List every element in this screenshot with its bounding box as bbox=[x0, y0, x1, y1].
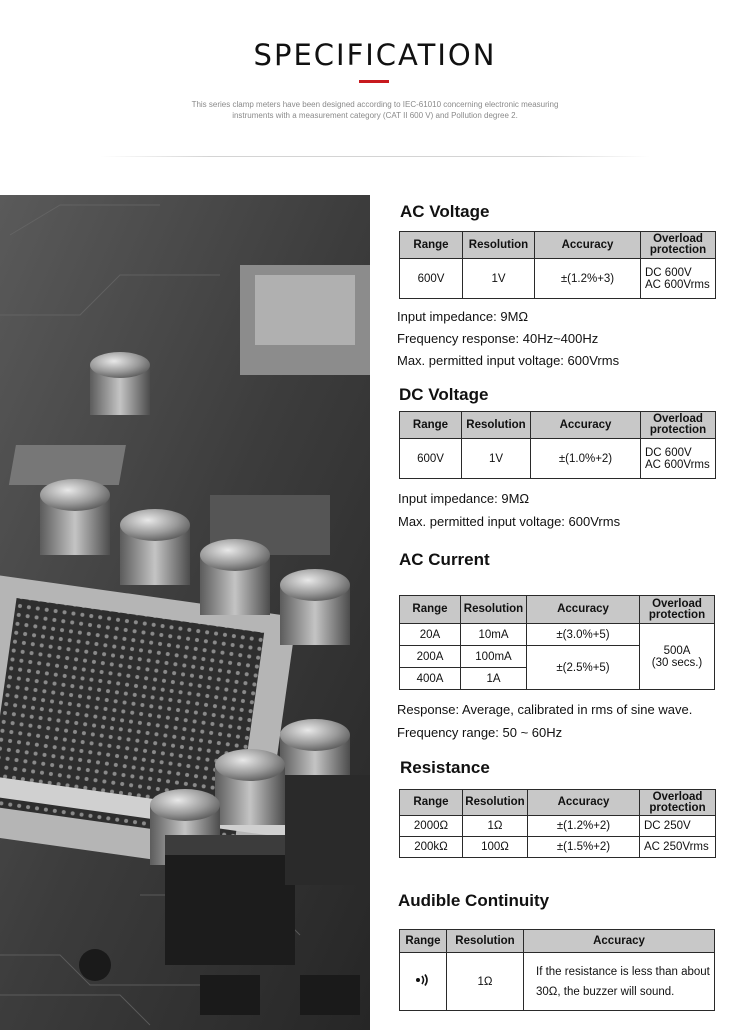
cell-accuracy: ±(3.0%+5) bbox=[527, 624, 640, 646]
table-header-row bbox=[400, 930, 715, 953]
overload-line: 500A bbox=[663, 644, 691, 657]
cell-resolution: 10mA bbox=[461, 624, 527, 646]
cell-accuracy: ±(1.2%+3) bbox=[535, 259, 641, 299]
overload-label-line: protection bbox=[649, 424, 707, 436]
overload-label-line: Overload bbox=[652, 790, 703, 803]
column-header-accuracy: Accuracy bbox=[535, 232, 641, 259]
overload-line: DC 600V bbox=[645, 266, 692, 279]
cell-range: 600V bbox=[400, 259, 463, 299]
resistance-table bbox=[399, 789, 716, 858]
cell-accuracy: ±(1.0%+2) bbox=[531, 439, 641, 479]
cell-resolution: 1Ω bbox=[463, 816, 528, 837]
cell-range: 600V bbox=[400, 439, 462, 479]
table-row bbox=[400, 816, 716, 837]
overload-label-line: Overload bbox=[653, 413, 703, 425]
cell-range: 400A bbox=[400, 668, 461, 690]
column-header-range: Range bbox=[400, 930, 447, 953]
circuit-board-image bbox=[0, 195, 370, 1030]
ac-current-note: Response: Average, calibrated in rms of sine wave. bbox=[397, 702, 693, 717]
section-title-resistance: Resistance bbox=[400, 758, 490, 777]
cell-resolution: 1A bbox=[461, 668, 527, 690]
cell-overload: AC 250Vrms bbox=[640, 837, 716, 858]
section-title-dc-voltage: DC Voltage bbox=[399, 385, 489, 404]
column-header-resolution: Resolution bbox=[462, 412, 531, 439]
section-title-continuity: Audible Continuity bbox=[398, 891, 550, 910]
column-header-resolution: Resolution bbox=[463, 790, 528, 816]
dc-voltage-table bbox=[399, 411, 716, 479]
column-header-accuracy: Accuracy bbox=[531, 412, 641, 439]
table-header-row bbox=[400, 596, 715, 624]
section-title-ac-current: AC Current bbox=[399, 550, 490, 569]
ac-voltage-note: Max. permitted input voltage: 600Vrms bbox=[397, 353, 620, 368]
cell-range: 2000Ω bbox=[400, 816, 463, 837]
column-header-range: Range bbox=[400, 232, 463, 259]
cell-overload bbox=[640, 624, 715, 690]
column-header-resolution: Resolution bbox=[463, 232, 535, 259]
cell-range: 200kΩ bbox=[400, 837, 463, 858]
cell-accuracy: ±(2.5%+5) bbox=[527, 646, 640, 690]
overload-label-line: protection bbox=[649, 244, 707, 256]
cell-overload: DC 250V bbox=[640, 816, 716, 837]
cell-range bbox=[400, 953, 447, 1011]
cell-overload bbox=[641, 259, 716, 299]
ac-current-note: Frequency range: 50 ~ 60Hz bbox=[397, 725, 563, 740]
table-header-row bbox=[400, 232, 716, 259]
subtitle-line: This series clamp meters have been designed according to IEC-61010 concerning electronic measuring bbox=[191, 100, 559, 109]
column-header-accuracy: Accuracy bbox=[524, 930, 715, 953]
column-header-overload bbox=[641, 232, 716, 259]
ac-voltage-note: Input impedance: 9MΩ bbox=[397, 309, 529, 324]
column-header-resolution: Resolution bbox=[447, 930, 524, 953]
dc-voltage-note: Input impedance: 9MΩ bbox=[398, 491, 530, 506]
cell-range: 200A bbox=[400, 646, 461, 668]
buzzer-icon bbox=[415, 973, 431, 987]
column-header-accuracy: Accuracy bbox=[527, 596, 640, 624]
table-row bbox=[400, 439, 716, 479]
ac-voltage-note: Frequency response: 40Hz~400Hz bbox=[397, 331, 599, 346]
cell-resolution: 1V bbox=[463, 259, 535, 299]
dc-voltage-note: Max. permitted input voltage: 600Vrms bbox=[398, 514, 621, 529]
cell-resolution: 100Ω bbox=[463, 837, 528, 858]
column-header-range: Range bbox=[400, 596, 461, 624]
table-header-row bbox=[400, 790, 716, 816]
subtitle-line: instruments with a measurement category (CAT II 600 V) and Pollution degree 2. bbox=[232, 111, 518, 120]
column-header-overload bbox=[640, 596, 715, 624]
column-header-range: Range bbox=[400, 790, 463, 816]
overload-line: AC 600Vrms bbox=[645, 278, 710, 291]
cell-range: 20A bbox=[400, 624, 461, 646]
page-subtitle bbox=[150, 99, 600, 121]
overload-line: (30 secs.) bbox=[651, 656, 703, 669]
cell-resolution: 1V bbox=[462, 439, 531, 479]
cell-resolution: 100mA bbox=[461, 646, 527, 668]
column-header-resolution: Resolution bbox=[461, 596, 527, 624]
overload-label-line: Overload bbox=[652, 597, 702, 610]
header-divider bbox=[100, 156, 650, 157]
cell-overload bbox=[641, 439, 716, 479]
cell-accuracy: ±(1.5%+2) bbox=[528, 837, 640, 858]
overload-label-line: protection bbox=[649, 801, 706, 814]
cell-resolution: 1Ω bbox=[447, 953, 524, 1011]
column-header-range: Range bbox=[400, 412, 462, 439]
ac-voltage-table bbox=[399, 231, 716, 299]
accuracy-line: 30Ω, the buzzer will sound. bbox=[536, 985, 675, 998]
table-row bbox=[400, 259, 716, 299]
table-header-row bbox=[400, 412, 716, 439]
table-row bbox=[400, 953, 715, 1011]
title-accent-bar bbox=[359, 80, 389, 83]
column-header-accuracy: Accuracy bbox=[528, 790, 640, 816]
overload-line: DC 600V bbox=[645, 446, 692, 459]
ac-current-table bbox=[399, 595, 715, 690]
continuity-table bbox=[399, 929, 715, 1011]
section-title-ac-voltage: AC Voltage bbox=[400, 202, 490, 221]
column-header-overload bbox=[640, 790, 716, 816]
overload-label-line: protection bbox=[648, 608, 706, 621]
cell-accuracy: ±(1.2%+2) bbox=[528, 816, 640, 837]
overload-line: AC 600Vrms bbox=[645, 458, 710, 471]
cell-accuracy bbox=[524, 953, 715, 1011]
page-header bbox=[0, 0, 750, 190]
overload-label-line: Overload bbox=[653, 233, 703, 245]
accuracy-line: If the resistance is less than about bbox=[536, 965, 710, 978]
table-row bbox=[400, 624, 715, 646]
page-title: SPECIFICATION bbox=[253, 38, 497, 72]
column-header-overload bbox=[641, 412, 716, 439]
table-row bbox=[400, 837, 716, 858]
